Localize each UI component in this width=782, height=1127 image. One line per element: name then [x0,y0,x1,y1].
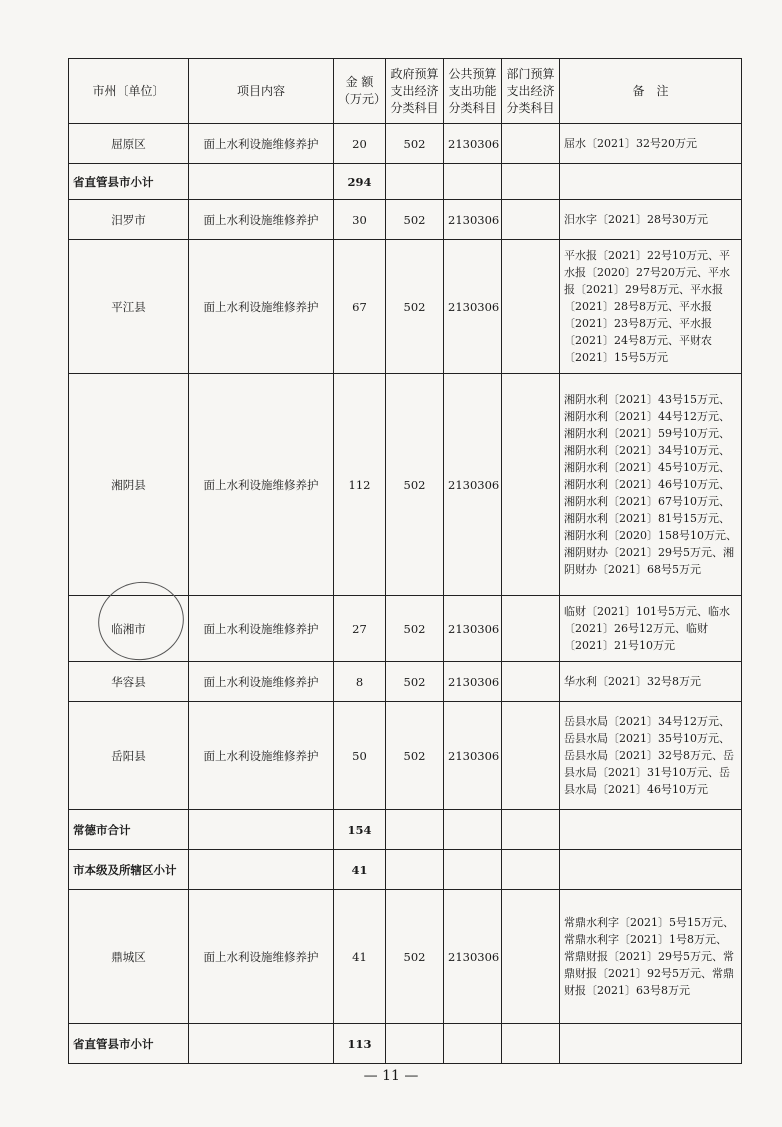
cell-amount: 20 [334,124,386,164]
cell-func: 2130306 [444,702,502,810]
subtotal-row [69,164,742,200]
cell-note: 汨水字〔2021〕28号30万元 [560,200,742,240]
cell-econ [386,810,444,850]
table-row [69,702,742,810]
table-row [69,890,742,1024]
cell-dept [502,164,560,200]
cell-dept [502,890,560,1024]
cell-unit: 湘阴县 [69,374,189,596]
cell-amount: 30 [334,200,386,240]
cell-unit: 鼎城区 [69,890,189,1024]
cell-content [189,164,334,200]
cell-unit: 市本级及所辖区小计 [69,850,189,890]
cell-content [189,810,334,850]
cell-econ: 502 [386,890,444,1024]
cell-amount: 294 [334,164,386,200]
cell-unit: 省直管县市小计 [69,164,189,200]
cell-amount: 67 [334,240,386,374]
table-row [69,374,742,596]
cell-note: 屈水〔2021〕32号20万元 [560,124,742,164]
table-row [69,124,742,164]
cell-unit: 常德市合计 [69,810,189,850]
cell-note: 平水报〔2021〕22号10万元、平水报〔2020〕27号20万元、平水报〔2021〕29号8万元、平水报〔2021〕28号8万元、平水报〔2021〕23号8万元、平水报〔2021〕24号8万元、平财农〔2021〕15号5万元 [560,240,742,374]
cell-content [189,1024,334,1064]
subtotal-row [69,1024,742,1064]
table-row [69,240,742,374]
cell-econ: 502 [386,662,444,702]
cell-dept [502,662,560,702]
cell-note [560,164,742,200]
cell-func: 2130306 [444,240,502,374]
cell-amount: 112 [334,374,386,596]
cell-func [444,850,502,890]
cell-dept [502,240,560,374]
subtotal-row [69,850,742,890]
header-unit: 市州〔单位〕 [69,59,189,124]
subtotal-row [69,810,742,850]
cell-econ [386,850,444,890]
header-note: 备 注 [560,59,742,124]
cell-amount: 154 [334,810,386,850]
cell-content: 面上水利设施维修养护 [189,374,334,596]
header-amount: 金 额（万元） [334,59,386,124]
cell-note: 华水利〔2021〕32号8万元 [560,662,742,702]
cell-dept [502,124,560,164]
cell-content: 面上水利设施维修养护 [189,240,334,374]
cell-unit: 汨罗市 [69,200,189,240]
cell-amount: 50 [334,702,386,810]
page-number: — 11 — [363,1068,419,1084]
header-econ: 政府预算支出经济分类科目 [386,59,444,124]
cell-note: 湘阴水利〔2021〕43号15万元、湘阴水利〔2021〕44号12万元、湘阴水利〔2021〕59号10万元、湘阴水利〔2021〕34号10万元、湘阴水利〔2021〕45号10万元、湘阴水利〔2021〕46号10万元、湘阴水利〔2021〕67号10万元、湘阴水利〔2021〕81号15万元、湘阴水利〔2020〕158号10万元、湘阴财办〔2021〕29号5万元、湘阴财办〔2021〕68号5万元 [560,374,742,596]
cell-unit: 屈原区 [69,124,189,164]
table-row [69,596,742,662]
cell-content: 面上水利设施维修养护 [189,702,334,810]
cell-func: 2130306 [444,890,502,1024]
table-row [69,662,742,702]
cell-func [444,164,502,200]
cell-econ: 502 [386,124,444,164]
cell-func: 2130306 [444,124,502,164]
table-header-row [69,59,742,124]
cell-dept [502,374,560,596]
header-func: 公共预算支出功能分类科目 [444,59,502,124]
cell-func: 2130306 [444,596,502,662]
cell-note: 岳县水局〔2021〕34号12万元、岳县水局〔2021〕35号10万元、岳县水局〔2021〕32号8万元、岳县水局〔2021〕31号10万元、岳县水局〔2021〕46号10万元 [560,702,742,810]
cell-func: 2130306 [444,200,502,240]
cell-note: 常鼎水利字〔2021〕5号15万元、常鼎水利字〔2021〕1号8万元、常鼎财报〔2021〕29号5万元、常鼎财报〔2021〕92号5万元、常鼎财报〔2021〕63号8万元 [560,890,742,1024]
cell-unit: 岳阳县 [69,702,189,810]
header-content: 项目内容 [189,59,334,124]
cell-note: 临财〔2021〕101号5万元、临水〔2021〕26号12万元、临财〔2021〕21号10万元 [560,596,742,662]
cell-dept [502,200,560,240]
cell-dept [502,1024,560,1064]
cell-unit: 平江县 [69,240,189,374]
cell-dept [502,596,560,662]
cell-unit: 临湘市 [69,596,189,662]
cell-dept [502,702,560,810]
cell-content [189,850,334,890]
cell-content: 面上水利设施维修养护 [189,596,334,662]
cell-content: 面上水利设施维修养护 [189,200,334,240]
cell-note [560,810,742,850]
cell-func [444,1024,502,1064]
cell-econ [386,1024,444,1064]
cell-econ: 502 [386,702,444,810]
cell-amount: 41 [334,850,386,890]
cell-econ: 502 [386,240,444,374]
cell-func [444,810,502,850]
cell-note [560,1024,742,1064]
cell-content: 面上水利设施维修养护 [189,662,334,702]
cell-func: 2130306 [444,374,502,596]
cell-content: 面上水利设施维修养护 [189,890,334,1024]
table-body [69,124,742,1064]
cell-func: 2130306 [444,662,502,702]
cell-note [560,850,742,890]
header-dept: 部门预算支出经济分类科目 [502,59,560,124]
cell-unit: 华容县 [69,662,189,702]
cell-amount: 8 [334,662,386,702]
cell-econ [386,164,444,200]
table-row [69,200,742,240]
allocation-table [68,58,742,1064]
cell-dept [502,850,560,890]
cell-amount: 41 [334,890,386,1024]
cell-econ: 502 [386,374,444,596]
cell-dept [502,810,560,850]
cell-amount: 27 [334,596,386,662]
cell-econ: 502 [386,596,444,662]
cell-amount: 113 [334,1024,386,1064]
cell-unit: 省直管县市小计 [69,1024,189,1064]
cell-econ: 502 [386,200,444,240]
cell-content: 面上水利设施维修养护 [189,124,334,164]
